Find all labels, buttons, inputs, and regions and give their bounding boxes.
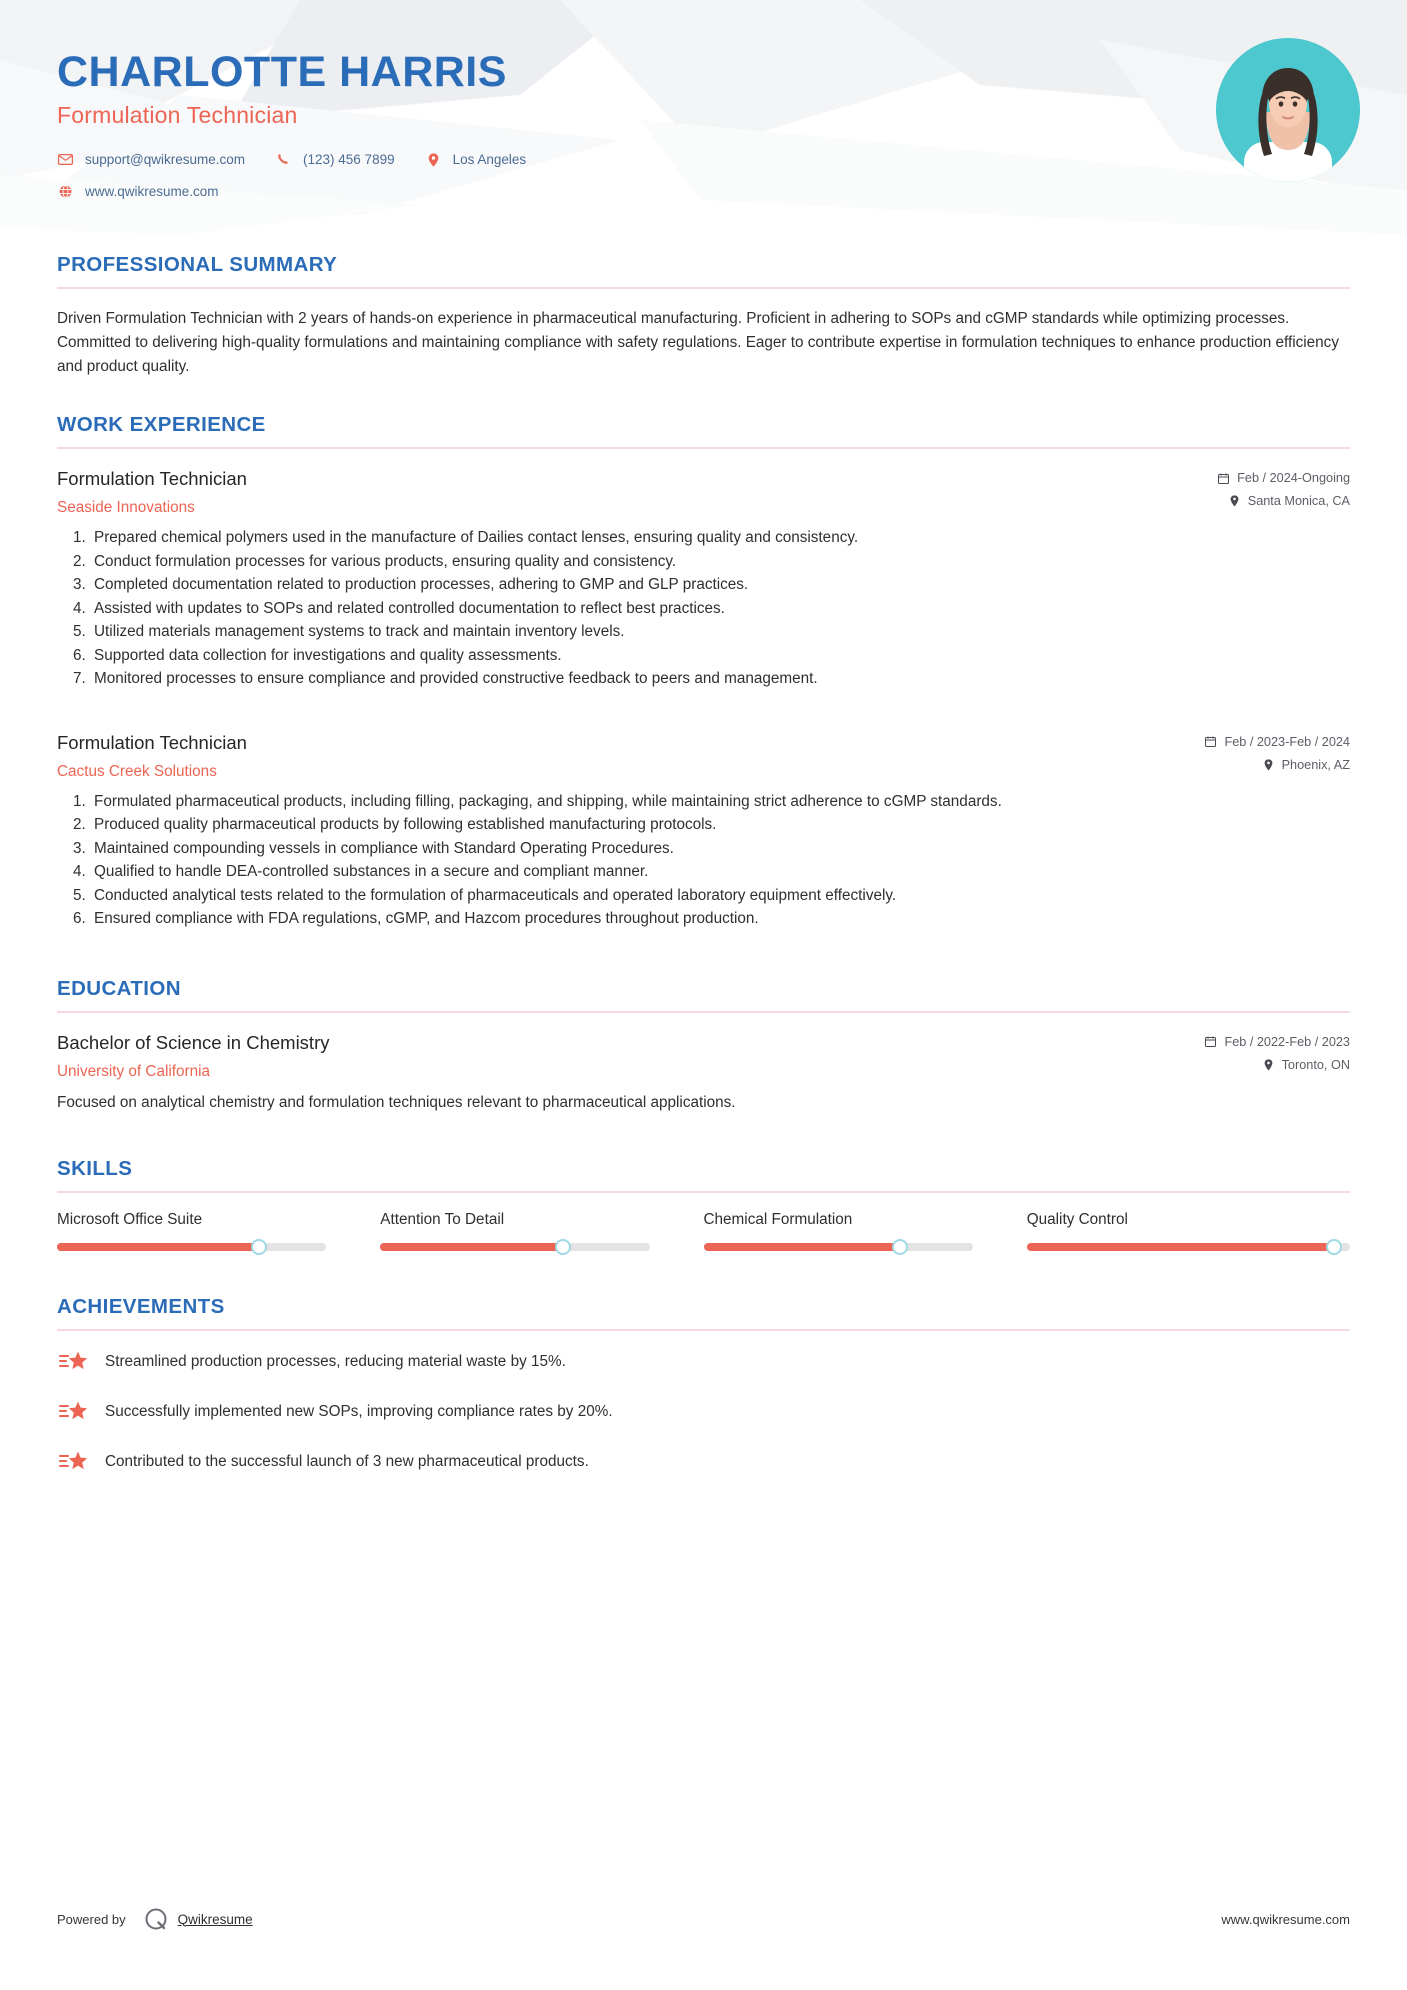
contact-phone[interactable] bbox=[275, 152, 395, 167]
achievement-item bbox=[57, 1399, 1350, 1425]
achievements-list bbox=[57, 1349, 1350, 1475]
work-entry-header bbox=[57, 467, 1350, 517]
work-entry bbox=[57, 731, 1350, 931]
section-heading-education: EDUCATION bbox=[57, 976, 181, 1000]
education-entry-left bbox=[57, 1031, 1204, 1081]
contact-website[interactable] bbox=[57, 184, 219, 199]
contact-block bbox=[57, 151, 1361, 201]
resume-body bbox=[0, 253, 1407, 1475]
powered-by-label: Powered by bbox=[57, 1911, 126, 1927]
candidate-name: CHARLOTTE HARRIS bbox=[57, 48, 507, 96]
map-pin-icon bbox=[1262, 1059, 1275, 1071]
achievement-text: Streamlined production processes, reducing material waste by 15%. bbox=[105, 1353, 566, 1370]
skill-progress-track[interactable] bbox=[57, 1243, 326, 1251]
duty-item: 6. Supported data collection for investigations and quality assessments. bbox=[90, 645, 1350, 667]
skill-progress-track[interactable] bbox=[704, 1243, 973, 1251]
footer-branding bbox=[57, 1906, 253, 1932]
footer-website-url[interactable]: www.qwikresume.com bbox=[1221, 1911, 1350, 1927]
contact-phone-text: (123) 456 7899 bbox=[303, 152, 395, 168]
achievement-text: Successfully implemented new SOPs, improving compliance rates by 20%. bbox=[105, 1403, 613, 1420]
duty-item: 1. Formulated pharmaceutical products, including filling, packaging, and shipping, while maintaining strict adherence to cGMP standards. bbox=[90, 791, 1350, 813]
candidate-job-title: Formulation Technician bbox=[57, 101, 298, 128]
section-achievements bbox=[57, 1295, 1350, 1475]
work-company-name: Cactus Creek Solutions bbox=[57, 762, 217, 780]
contact-email[interactable] bbox=[57, 152, 245, 167]
skill-label: Attention To Detail bbox=[380, 1210, 505, 1228]
skills-grid bbox=[57, 1211, 1350, 1251]
duty-item: 2. Produced quality pharmaceutical products by following established manufacturing protocols. bbox=[90, 814, 1350, 836]
section-heading-summary: PROFESSIONAL SUMMARY bbox=[57, 253, 338, 276]
section-heading-skills: SKILLS bbox=[57, 1156, 133, 1180]
duty-item: 3. Completed documentation related to production processes, adhering to GMP and GLP practices. bbox=[90, 574, 1350, 596]
achievement-item bbox=[57, 1449, 1350, 1475]
section-skills bbox=[57, 1157, 1350, 1251]
skill-progress-fill bbox=[1027, 1243, 1334, 1251]
duty-item: 4. Qualified to handle DEA-controlled substances in a secure and compliant manner. bbox=[90, 861, 1350, 883]
calendar-icon bbox=[1217, 473, 1230, 484]
skill-label: Microsoft Office Suite bbox=[57, 1210, 203, 1228]
section-divider bbox=[57, 1011, 1350, 1013]
skill-label: Chemical Formulation bbox=[703, 1210, 853, 1228]
education-degree: Bachelor of Science in Chemistry bbox=[57, 1031, 330, 1053]
work-entry-meta bbox=[1204, 731, 1350, 781]
contact-location-text: Los Angeles bbox=[452, 152, 527, 168]
skill-item bbox=[380, 1211, 703, 1251]
skill-progress-knob[interactable] bbox=[892, 1239, 908, 1255]
phone-icon bbox=[275, 153, 292, 166]
section-heading-work: WORK EXPERIENCE bbox=[57, 413, 266, 437]
calendar-icon bbox=[1204, 1036, 1217, 1047]
duty-item: 5. Conducted analytical tests related to the formulation of pharmaceuticals and operated laboratory equipment effectively. bbox=[90, 885, 1350, 907]
map-pin-icon bbox=[1262, 759, 1275, 771]
section-divider bbox=[57, 447, 1350, 449]
work-entry-left bbox=[57, 467, 1217, 517]
work-location-line bbox=[1217, 494, 1350, 508]
work-date-text: Feb / 2023-Feb / 2024 bbox=[1224, 734, 1350, 749]
work-entry-left bbox=[57, 731, 1204, 781]
section-divider bbox=[57, 287, 1350, 289]
section-professional-summary bbox=[57, 253, 1350, 379]
skill-label: Quality Control bbox=[1026, 1210, 1128, 1228]
contact-row-primary bbox=[57, 151, 1361, 169]
duty-item: 6. Ensured compliance with FDA regulations, cGMP, and Hazcom procedures throughout production. bbox=[90, 908, 1350, 930]
page-footer bbox=[57, 1906, 1350, 1932]
education-date-line bbox=[1204, 1035, 1350, 1049]
skill-progress-fill bbox=[57, 1243, 259, 1251]
avatar bbox=[1216, 38, 1360, 182]
map-pin-icon bbox=[1228, 495, 1241, 507]
contact-website-text: www.qwikresume.com bbox=[85, 184, 219, 200]
work-date-text: Feb / 2024-Ongoing bbox=[1237, 471, 1350, 486]
email-icon bbox=[57, 154, 74, 165]
avatar-photo bbox=[1216, 38, 1360, 182]
duty-item: 1. Prepared chemical polymers used in the manufacture of Dailies contact lenses, ensuring quality and consistency. bbox=[90, 527, 1350, 549]
skill-progress-fill bbox=[704, 1243, 901, 1251]
globe-icon bbox=[57, 185, 74, 198]
skill-item bbox=[57, 1211, 380, 1251]
education-entry bbox=[57, 1031, 1350, 1115]
work-date-line bbox=[1217, 471, 1350, 485]
star-badge-icon bbox=[57, 1449, 91, 1475]
work-date-line bbox=[1204, 735, 1350, 749]
skill-progress-knob[interactable] bbox=[251, 1239, 267, 1255]
duty-item: 3. Maintained compounding vessels in compliance with Standard Operating Procedures. bbox=[90, 838, 1350, 860]
work-entry-meta bbox=[1217, 467, 1350, 517]
calendar-icon bbox=[1204, 736, 1217, 747]
work-company-name: Seaside Innovations bbox=[57, 499, 195, 517]
entry-spacer bbox=[57, 697, 1350, 731]
contact-email-text: support@qwikresume.com bbox=[85, 152, 246, 168]
contact-location bbox=[425, 152, 527, 167]
achievement-item bbox=[57, 1349, 1350, 1375]
education-date-text: Feb / 2022-Feb / 2023 bbox=[1224, 1034, 1350, 1049]
duty-item: 7. Monitored processes to ensure compliance and provided constructive feedback to peers and management. bbox=[90, 668, 1350, 690]
contact-row-secondary bbox=[57, 183, 1361, 201]
work-location-text: Santa Monica, CA bbox=[1247, 494, 1350, 509]
skill-progress-knob[interactable] bbox=[1326, 1239, 1342, 1255]
education-school: University of California bbox=[57, 1062, 211, 1080]
section-divider bbox=[57, 1191, 1350, 1193]
education-location-line bbox=[1204, 1058, 1350, 1072]
work-duties-list bbox=[57, 791, 1350, 931]
duty-item: 4. Assisted with updates to SOPs and related controlled documentation to reflect best practices. bbox=[90, 598, 1350, 620]
skill-item bbox=[1027, 1211, 1350, 1251]
skill-progress-knob[interactable] bbox=[555, 1239, 571, 1255]
star-badge-icon bbox=[57, 1399, 91, 1425]
skill-progress-track[interactable] bbox=[380, 1243, 649, 1251]
resume-header bbox=[0, 0, 1407, 235]
work-location-text: Phoenix, AZ bbox=[1281, 757, 1350, 772]
achievement-text: Contributed to the successful launch of 3 new pharmaceutical products. bbox=[105, 1453, 589, 1470]
duty-item: 5. Utilized materials management systems to track and maintain inventory levels. bbox=[90, 621, 1350, 643]
section-education bbox=[57, 977, 1350, 1115]
section-divider bbox=[57, 1329, 1350, 1331]
work-entry-header bbox=[57, 731, 1350, 781]
work-entry bbox=[57, 467, 1350, 690]
star-badge-icon bbox=[57, 1349, 91, 1375]
qwikresume-brand-link[interactable]: Qwikresume bbox=[177, 1911, 253, 1927]
section-heading-achievements: ACHIEVEMENTS bbox=[57, 1294, 225, 1318]
skill-item bbox=[704, 1211, 1027, 1251]
duty-item: 2. Conduct formulation processes for various products, ensuring quality and consistency. bbox=[90, 551, 1350, 573]
skill-progress-fill bbox=[380, 1243, 563, 1251]
education-location-text: Toronto, ON bbox=[1281, 1057, 1350, 1072]
work-role-title: Formulation Technician bbox=[57, 731, 247, 753]
skill-progress-track[interactable] bbox=[1027, 1243, 1350, 1251]
section-work-experience bbox=[57, 413, 1350, 930]
education-entry-meta bbox=[1204, 1031, 1350, 1081]
work-location-line bbox=[1204, 758, 1350, 772]
education-description: Focused on analytical chemistry and formulation techniques relevant to pharmaceutical applications. bbox=[57, 1093, 736, 1111]
location-pin-icon bbox=[425, 153, 442, 167]
education-entry-header bbox=[57, 1031, 1350, 1081]
summary-paragraph: Driven Formulation Technician with 2 years of hands-on experience in pharmaceutical manufacturing. Proficient in adhering to SOPs and cGMP standards while optimizing processes. Committed to delivering high-quality formulations and maintaining compliance with safety regulations. Eager to contribute expertise in formulation techniques to enhance production efficiency and product quality. bbox=[57, 310, 1339, 376]
work-role-title: Formulation Technician bbox=[57, 468, 247, 490]
work-duties-list bbox=[57, 527, 1350, 690]
qwikresume-logo-icon bbox=[143, 1906, 169, 1932]
